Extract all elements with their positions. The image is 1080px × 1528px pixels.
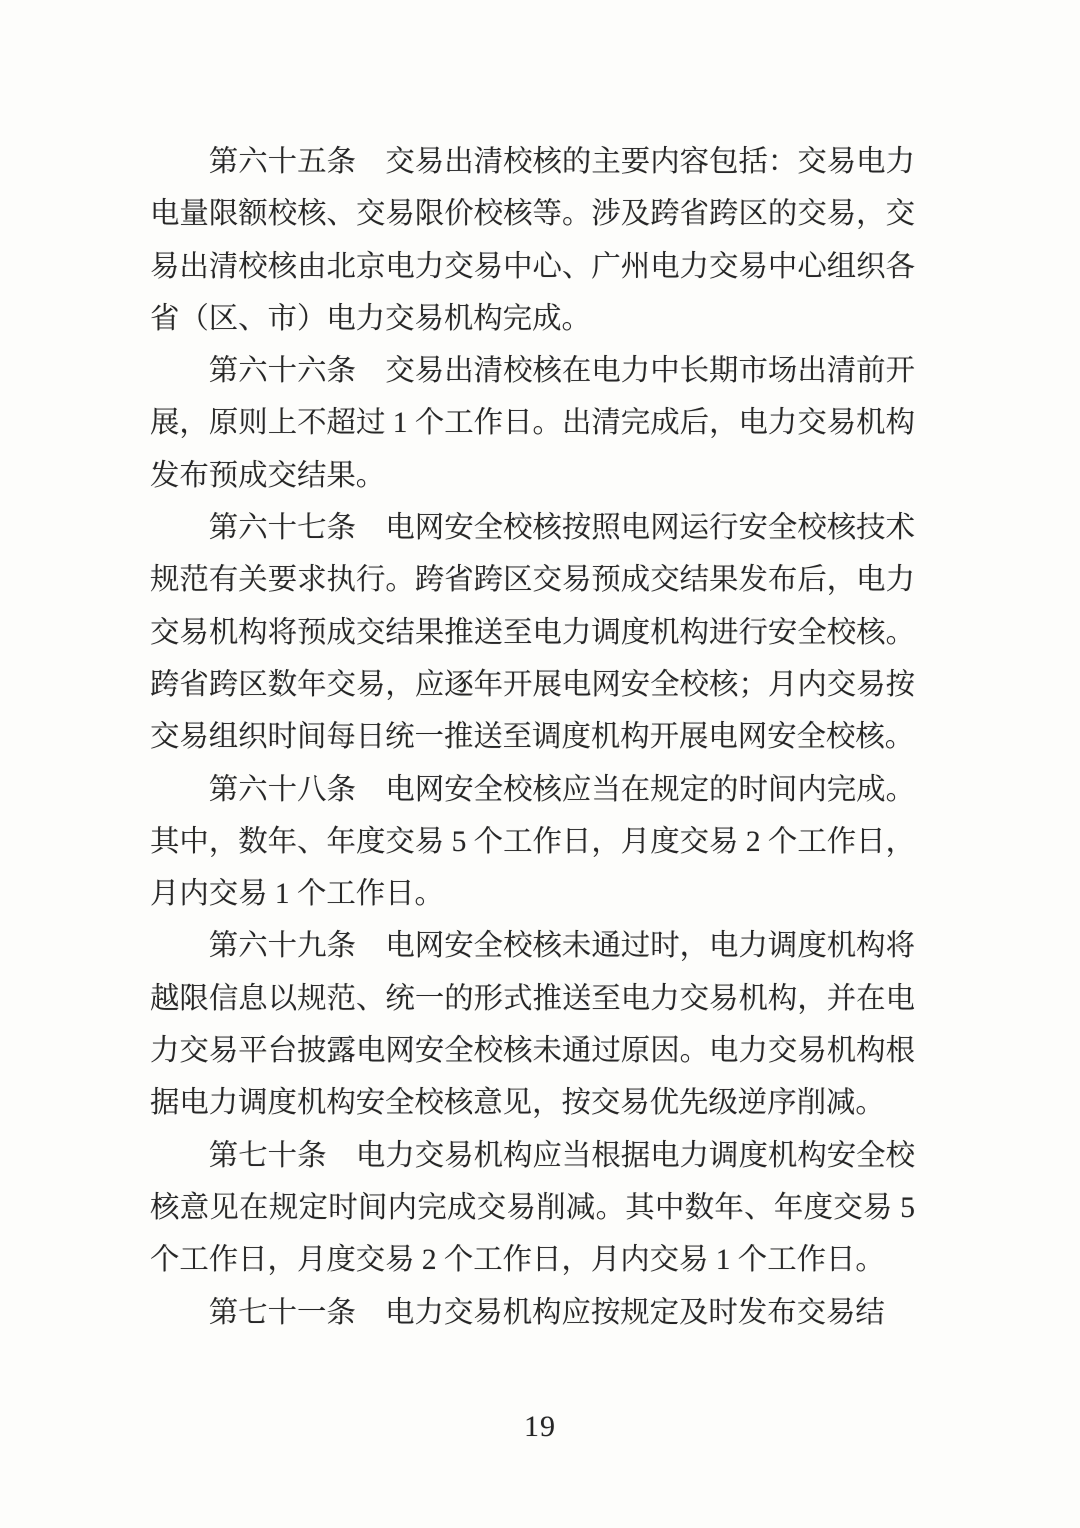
article-70-paragraph: 第七十条 电力交易机构应当根据电力调度机构安全校核意见在规定时间内完成交易削减。其中数年、年度交易 5 个工作日，月度交易 2 个工作日，月内交易 1 个工作日。 — [150, 1139, 915, 1277]
article-66-paragraph: 第六十六条 交易出清校核在电力中长期市场出清前开展，原则上不超过 1 个工作日。出清完成后，电力交易机构发布预成交结果。 — [150, 355, 915, 492]
article-68-paragraph: 第六十八条 电网安全校核应当在规定的时间内完成。其中，数年、年度交易 5 个工作日，月度交易 2 个工作日，月内交易 1 个工作日。 — [150, 773, 915, 911]
page-number: 19 — [524, 1410, 556, 1443]
article-67-paragraph: 第六十七条 电网安全校核按照电网运行安全校核技术规范有关要求执行。跨省跨区交易预成交结果发布后，电力交易机构将预成交结果推送至电力调度机构进行安全校核。跨省跨区数年交易，应逐年开展电网安全校核；月内交易按交易组织时间每日统一推送至调度机构开展电网安全校核。 — [150, 512, 915, 754]
article-71-paragraph: 第七十一条 电力交易机构应按规定及时发布交易结 — [208, 1296, 885, 1329]
document-body — [150, 136, 915, 1339]
article-69-paragraph: 第六十九条 电网安全校核未通过时，电力调度机构将越限信息以规范、统一的形式推送至电力交易机构，并在电力交易平台披露电网安全校核未通过原因。电力交易机构根据电力调度机构安全校核意见，按交易优先级逆序削减。 — [150, 930, 915, 1120]
article-65-paragraph: 第六十五条 交易出清校核的主要内容包括：交易电力电量限额校核、交易限价校核等。涉及跨省跨区的交易，交易出清校核由北京电力交易中心、广州电力交易中心组织各省（区、市）电力交易机构完成。 — [150, 146, 915, 335]
